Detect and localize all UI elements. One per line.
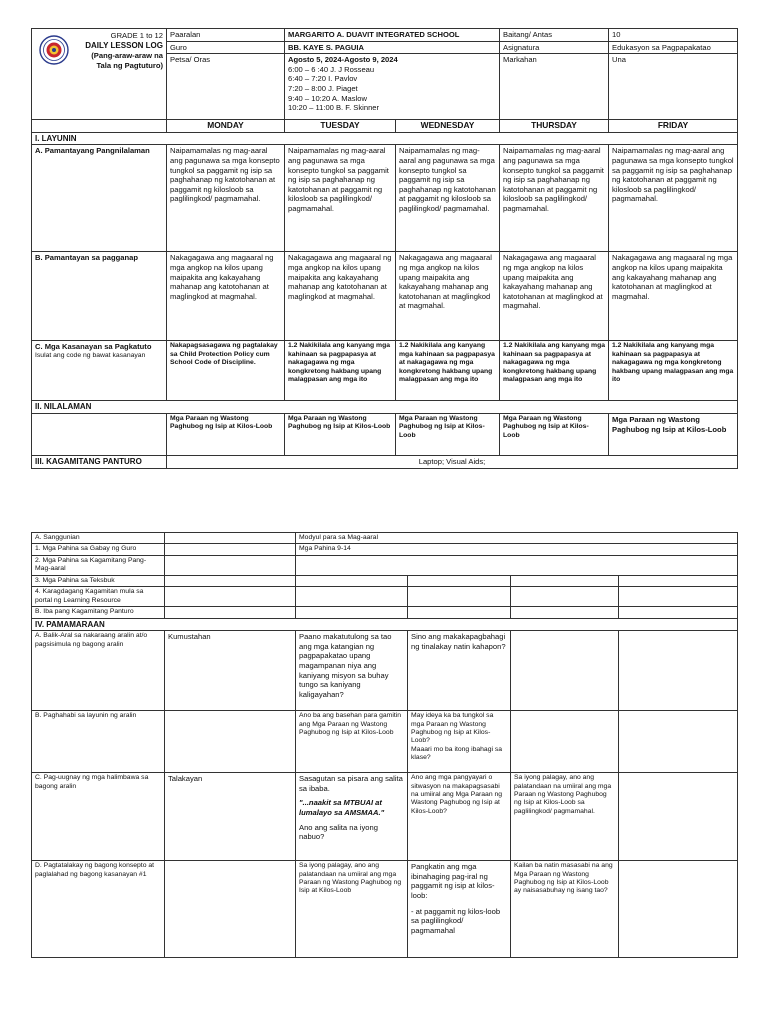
subject-label: Asignatura bbox=[500, 41, 609, 54]
row-label-pag-uugnay: C. Pag-uugnay ng mga halimbawa sa bagong aralin bbox=[32, 773, 165, 861]
cell-pc-tue bbox=[296, 773, 408, 861]
cell-c-thu: 1.2 Nakikilala ang kanyang mga kahinaan sa pagpapasya at nakagagawa ng mga kongkretong hakbang upang malagpasan ang mga ito bbox=[500, 341, 609, 401]
lesson-log-procedure-table bbox=[31, 532, 738, 958]
gabay-value: Mga Pahina 9-14 bbox=[296, 544, 738, 555]
day-monday: MONDAY bbox=[167, 120, 285, 133]
row-label-pagtatalakay: D. Pagtatalakay ng bagong konsepto at paglalahad ng bagong kasanayan #1 bbox=[32, 861, 165, 958]
cell-nil-tue: Mga Paraan ng Wastong Paghubog ng Isip at Kilos-Loob bbox=[285, 413, 396, 455]
row-label-pamantayang-pangnilalaman: A. Pamantayang Pangnilalaman bbox=[32, 145, 167, 252]
cell-b-mon: Nakagagawa ang magaaral ng mga angkop na kilos upang maipakita ang kakayahang mahanap ang katotohanan at maglingkod at magmahal. bbox=[167, 252, 285, 341]
section-layunin: I. LAYUNIN bbox=[32, 132, 738, 145]
cell-a-mon: Naipamamalas ng mag-aaral ang pagunawa sa mga konsepto tungkol sa paggamit ng isip sa paghahanap ng katotohanan at paggamit ng kilosloob sa paglilingkod/ pagmamahal. bbox=[167, 145, 285, 252]
log-subtitle-1: (Pang-araw-araw na bbox=[91, 51, 163, 60]
day-thursday: THURSDAY bbox=[500, 120, 609, 133]
cell-pd-mon bbox=[165, 861, 296, 958]
logo-title-cell bbox=[32, 29, 167, 120]
row-label-paghahabi: B. Paghahabi sa layunin ng aralin bbox=[32, 711, 165, 773]
cell-pc-mon: Talakayan bbox=[165, 773, 296, 861]
cell-c-tue: 1.2 Nakikilala ang kanyang mga kahinaan sa pagpapasya at nakagagawa ng mga kongkretong hakbang upang malagpasan ang mga ito bbox=[285, 341, 396, 401]
cell-pc-fri bbox=[619, 773, 738, 861]
date-label: Petsa/ Oras bbox=[167, 54, 285, 120]
date-schedule bbox=[285, 54, 500, 120]
cell-pd-fri bbox=[619, 861, 738, 958]
row-label-pamantayan-sa-pagganap: B. Pamantayan sa pagganap bbox=[32, 252, 167, 341]
schedule-4: 9:40 – 10:20 A. Maslow bbox=[288, 93, 367, 103]
cell-nil-thu: Mga Paraan ng Wastong Paghubog ng Isip at Kilos-Loob bbox=[500, 413, 609, 455]
day-tuesday: TUESDAY bbox=[285, 120, 396, 133]
log-subtitle-2: Tala ng Pagtuturo) bbox=[96, 61, 163, 70]
quarter-label: Markahan bbox=[500, 54, 609, 120]
label-gabay-guro: 1. Mga Pahina sa Gabay ng Guro bbox=[32, 544, 165, 555]
teacher-label: Guro bbox=[167, 41, 285, 54]
cell-pa-thu bbox=[511, 631, 619, 711]
section-kagamitan: III. KAGAMITANG PANTURO bbox=[32, 455, 167, 468]
cell-b-thu: Nakagagawa ang magaaral ng mga angkop na kilos upang maipakita ang kakayahang mahanap ang katotohanan at maglingkod at magmahal. bbox=[500, 252, 609, 341]
cell-b-tue: Nakagagawa ang magaaral ng mga angkop na kilos upang maipakita ang kakayahang mahanap ang katotohanan at maglingkod at magmahal. bbox=[285, 252, 396, 341]
kasanayan-label: C. Mga Kasanayan sa Pagkatuto bbox=[35, 342, 152, 352]
cell-b-wed: Nakagagawa ang magaaral ng mga angkop na kilos upang maipakita ang kakayahang mahanap ang katotohanan at maglingkod at magmahal. bbox=[396, 252, 500, 341]
cell-c-mon: Nakapagsasagawa ng pagtalakay sa Child Protection Policy cum School Code of Discipline. bbox=[167, 341, 285, 401]
pd-wed-item: - at paggamit ng kilos-loob sa paglilingkod/ pagmamahal bbox=[411, 906, 501, 935]
cell-pa-wed: Sino ang makakapagbahagi ng tinalakay natin kahapon? bbox=[408, 631, 511, 711]
cell-c-wed: 1.2 Nakikilala ang kanyang mga kahinaan sa pagpapasya at nakagagawa ng mga kongkretong hakbang upang malagpasan ang mga ito bbox=[396, 341, 500, 401]
cell-pc-wed: Ano ang mga pangyayari o sitwasyon na makapagsasabi na umiiral ang Mga Paraan ng Wastong Paghubog ng Isip at Kilos-Loob? bbox=[408, 773, 511, 861]
school-label: Paaralan bbox=[167, 29, 285, 42]
pd-wed-instruction: Pangkatin ang mga ibinahaging pag-iral ng paggamit ng isip at kilos-loob: bbox=[411, 862, 495, 900]
cell-a-wed: Naipamamalas ng mag-aaral ang pagunawa sa mga konsepto tungkol sa paggamit ng isip sa paghahanap ng katotohanan at paggamit ng kilosloob sa paglilingkod/ pagmamahal. bbox=[396, 145, 500, 252]
deped-seal-icon bbox=[39, 35, 69, 65]
day-wednesday: WEDNESDAY bbox=[396, 120, 500, 133]
cell-pb-thu bbox=[511, 711, 619, 773]
subject-value: Edukasyon sa Pagpapakatao bbox=[609, 41, 738, 54]
log-title: DAILY LESSON LOG bbox=[85, 41, 163, 50]
cell-nil-mon: Mga Paraan ng Wastong Paghubog ng Isip at Kilos-Loob bbox=[167, 413, 285, 455]
cell-pc-thu: Sa iyong palagay, ano ang palatandaan na umiiral ang mga Paraan ng Wastong Paghubog ng Isip at Kilos-Loob sa paglilingkod/ pagmamahal. bbox=[511, 773, 619, 861]
cell-pb-tue: Ano ba ang basehan para gamitin ang Mga Paraan ng Wastong Paghubog ng Isip at Kilos-Loob bbox=[296, 711, 408, 773]
cell-a-tue: Naipamamalas ng mag-aaral ang pagunawa sa mga konsepto tungkol sa paggamit ng isip sa paghahanap ng katotohanan at paggamit ng kilosloob sa paglilingkod/ pagmamahal. bbox=[285, 145, 396, 252]
schedule-2: 6:40 – 7:20 I. Pavlov bbox=[288, 74, 358, 84]
cell-pd-wed bbox=[408, 861, 511, 958]
cell-pb-wed: May ideya ka ba tungkol sa mga Paraan ng Wastong Paghubog ng Isip at Kilos-Loob? Maaari mo ba itong ibahagi sa klase? bbox=[408, 711, 511, 773]
cell-pb-fri bbox=[619, 711, 738, 773]
row-label-balik-aral: A. Balik-Aral sa nakaraang aralin at/o pagsisimula ng bagong aralin bbox=[32, 631, 165, 711]
lesson-log-header-table bbox=[31, 28, 738, 469]
cell-pa-mon: Kumustahan bbox=[165, 631, 296, 711]
row-label-kasanayan bbox=[32, 341, 167, 401]
schedule-1: 6:00 – 6 :40 J. J Rosseau bbox=[288, 64, 375, 74]
cell-pd-thu: Kailan ba natin masasabi na ang Mga Paraan ng Wastong Paghubog ng Isip at Kilos-Loob ay naisasabuhay ng isang tao? bbox=[511, 861, 619, 958]
cell-pa-fri bbox=[619, 631, 738, 711]
grade-label: Baitang/ Antas bbox=[500, 29, 609, 42]
schedule-3: 7:20 – 8:00 J. Piaget bbox=[288, 83, 358, 93]
label-teksbuk: 3. Mga Pahina sa Teksbuk bbox=[32, 575, 165, 586]
cell-pa-tue: Paano makatutulong sa tao ang mga katangian ng pagpapakatao upang magampanan niya ang kaniyang misyon sa buhay tungo sa kaniyang kaligayahan? bbox=[296, 631, 408, 711]
label-sanggunian: A. Sanggunian bbox=[32, 533, 165, 544]
schedule-5: 10:20 – 11:00 B. F. Skinner bbox=[288, 103, 380, 113]
quarter-value: Una bbox=[609, 54, 738, 120]
pc-tue-question: Ano ang salita na iyong nabuo? bbox=[299, 822, 378, 842]
kasanayan-sublabel: Isulat ang code ng bawat kasanayan bbox=[35, 351, 146, 359]
date-value: Agosto 5, 2024-Agosto 9, 2024 bbox=[288, 55, 398, 65]
cell-pd-tue: Sa iyong palagay, ano ang palatandaan na umiiral ang mga Paraan ng Wastong Paghubog ng Isip at Kilos-Loob bbox=[296, 861, 408, 958]
section-nilalaman: II. NILALAMAN bbox=[32, 401, 738, 414]
cell-a-fri: Naipamamalas ng mag-aaral ang pagunawa sa mga konsepto tungkol sa paggamit ng isip sa paghahanap ng katotohanan at paggamit ng kilosloob sa paglilingkod/ pagmamahal. bbox=[609, 145, 738, 252]
pc-tue-instruction: Sasagutan sa pisara ang salita sa ibaba. bbox=[299, 774, 403, 793]
cell-nil-fri: Mga Paraan ng Wastong Paghubog ng Isip at Kilos-Loob bbox=[609, 413, 738, 455]
cell-c-fri: 1.2 Nakikilala ang kanyang mga kahinaan sa pagpapasya at nakagagawa ng mga kongkretong hakbang upang malagpasan ang mga ito bbox=[609, 341, 738, 401]
label-kagamitang-pang-mag-aaral: 2. Mga Pahina sa Kagamitang Pang-Mag-aaral bbox=[32, 555, 165, 575]
cell-b-fri: Nakagagawa ang magaaral ng mga angkop na kilos upang maipakita ang kakayahang mahanap ang katotohanan at maglingkod at magmahal. bbox=[609, 252, 738, 341]
cell-a-thu: Naipamamalas ng mag-aaral ang pagunawa sa mga konsepto tungkol sa paggamit ng isip sa paghahanap ng katotohanan at paggamit ng kilosloob sa paglilingkod/ pagmamahal. bbox=[500, 145, 609, 252]
label-iba-pang-kagamitan: B. Iba pang Kagamitang Panturo bbox=[32, 607, 165, 618]
school-value: MARGARITO A. DUAVIT INTEGRATED SCHOOL bbox=[285, 29, 500, 42]
cell-pb-mon bbox=[165, 711, 296, 773]
day-friday: FRIDAY bbox=[609, 120, 738, 133]
grade-range: GRADE 1 to 12 bbox=[110, 31, 163, 40]
section-pamamaraan: IV. PAMAMARAAN bbox=[32, 618, 738, 631]
sanggunian-value: Modyul para sa Mag-aaral bbox=[296, 533, 738, 544]
kagamitan-value: Laptop; Visual Aids; bbox=[167, 455, 738, 468]
pc-tue-puzzle: "...naakit sa MTBUAI at lumalayo sa AMSMAA." bbox=[299, 798, 385, 817]
cell-nil-wed: Mga Paraan ng Wastong Paghubog ng Isip at Kilos-Loob bbox=[396, 413, 500, 455]
grade-value: 10 bbox=[609, 29, 738, 42]
teacher-value: BB. KAYE S. PAGUIA bbox=[285, 41, 500, 54]
label-karagdagang-kagamitan: 4. Karagdagang Kagamitan mula sa portal ng Learning Resource bbox=[32, 587, 165, 607]
